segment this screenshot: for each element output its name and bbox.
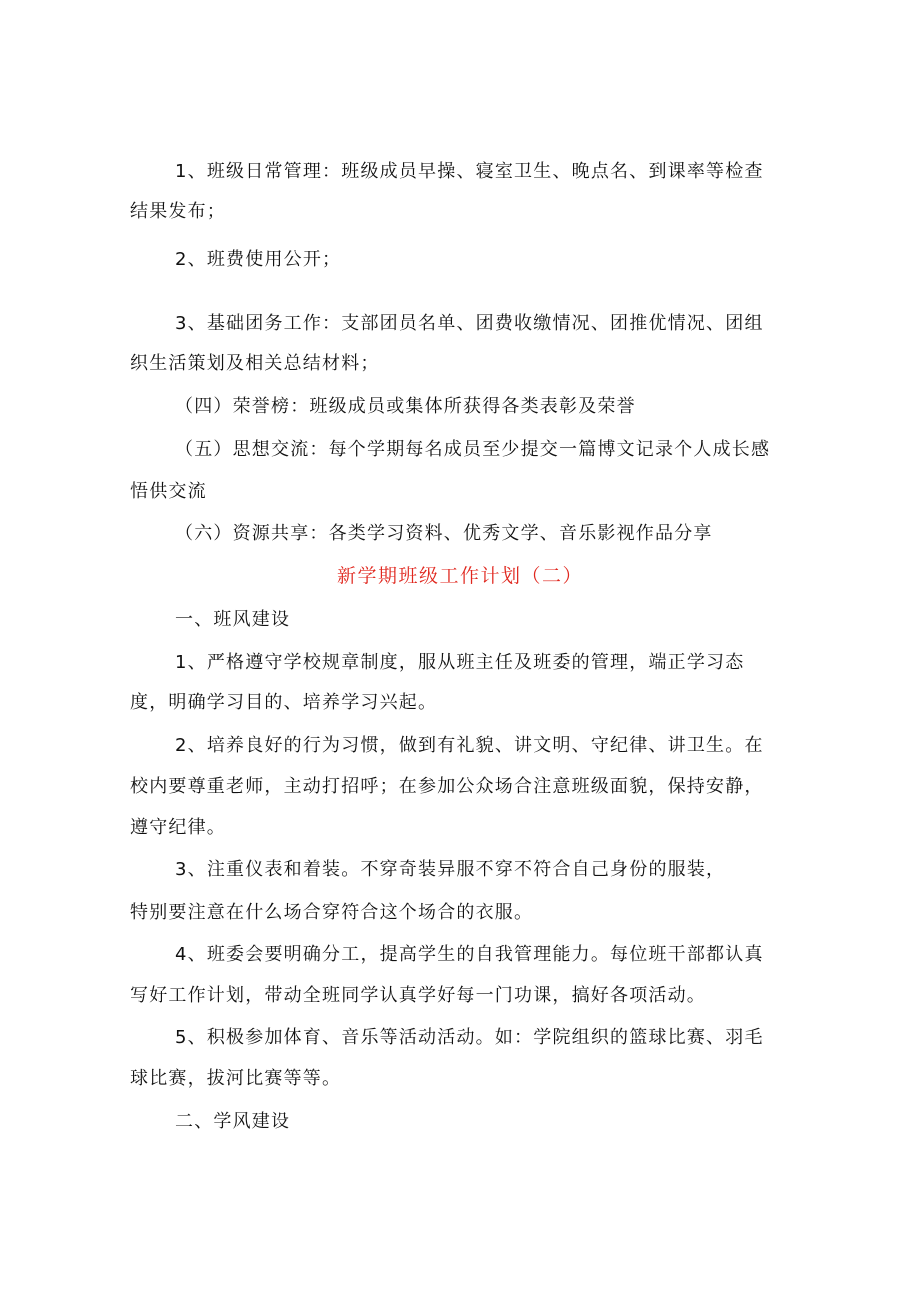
paragraph-line: （五）思想交流：每个学期每名成员至少提交一篇博文记录个人成长感 bbox=[175, 439, 771, 460]
paragraph-line: 1、严格遵守学校规章制度，服从班主任及班委的管理，端正学习态 bbox=[175, 652, 745, 673]
paragraph-line: 3、基础团务工作：支部团员名单、团费收缴情况、团推优情况、团组 bbox=[175, 313, 764, 334]
paragraph-line: 4、班委会要明确分工，提高学生的自我管理能力。每位班干部都认真 bbox=[175, 944, 764, 965]
paragraph-line: 2、培养良好的行为习惯，做到有礼貌、讲文明、守纪律、讲卫生。在 bbox=[175, 735, 764, 756]
section-heading: 二、学风建设 bbox=[175, 1111, 291, 1132]
paragraph-line: 2、班费使用公开； bbox=[175, 249, 342, 270]
paragraph-line: （六）资源共享：各类学习资料、优秀文学、音乐影视作品分享 bbox=[175, 523, 713, 544]
paragraph-line: 3、注重仪表和着装。不穿奇装异服不穿不符合自己身份的服装， bbox=[175, 859, 726, 880]
paragraph-line: 5、积极参加体育、音乐等活动活动。如：学院组织的篮球比赛、羽毛 bbox=[175, 1027, 764, 1048]
paragraph-line: 遵守纪律。 bbox=[130, 817, 226, 838]
paragraph-line: 结果发布； bbox=[130, 201, 226, 222]
section-title: 新学期班级工作计划（二） bbox=[336, 565, 583, 587]
section-heading: 一、班风建设 bbox=[175, 609, 291, 630]
paragraph-line: （四）荣誉榜：班级成员或集体所获得各类表彰及荣誉 bbox=[175, 396, 636, 417]
paragraph-line: 1、班级日常管理：班级成员早操、寝室卫生、晚点名、到课率等检查 bbox=[175, 161, 764, 182]
paragraph-line: 度，明确学习目的、培养学习兴起。 bbox=[130, 692, 438, 713]
paragraph-line: 球比赛，拔河比赛等等。 bbox=[130, 1068, 342, 1089]
paragraph-line: 校内要尊重老师，主动打招呼；在参加公众场合注意班级面貌，保持安静， bbox=[130, 776, 764, 797]
paragraph-line: 悟供交流 bbox=[130, 481, 207, 502]
paragraph-line: 写好工作计划，带动全班同学认真学好每一门功课，搞好各项活动。 bbox=[130, 985, 706, 1006]
paragraph-line: 织生活策划及相关总结材料； bbox=[130, 353, 380, 374]
paragraph-line: 特别要注意在什么场合穿符合这个场合的衣服。 bbox=[130, 902, 534, 923]
